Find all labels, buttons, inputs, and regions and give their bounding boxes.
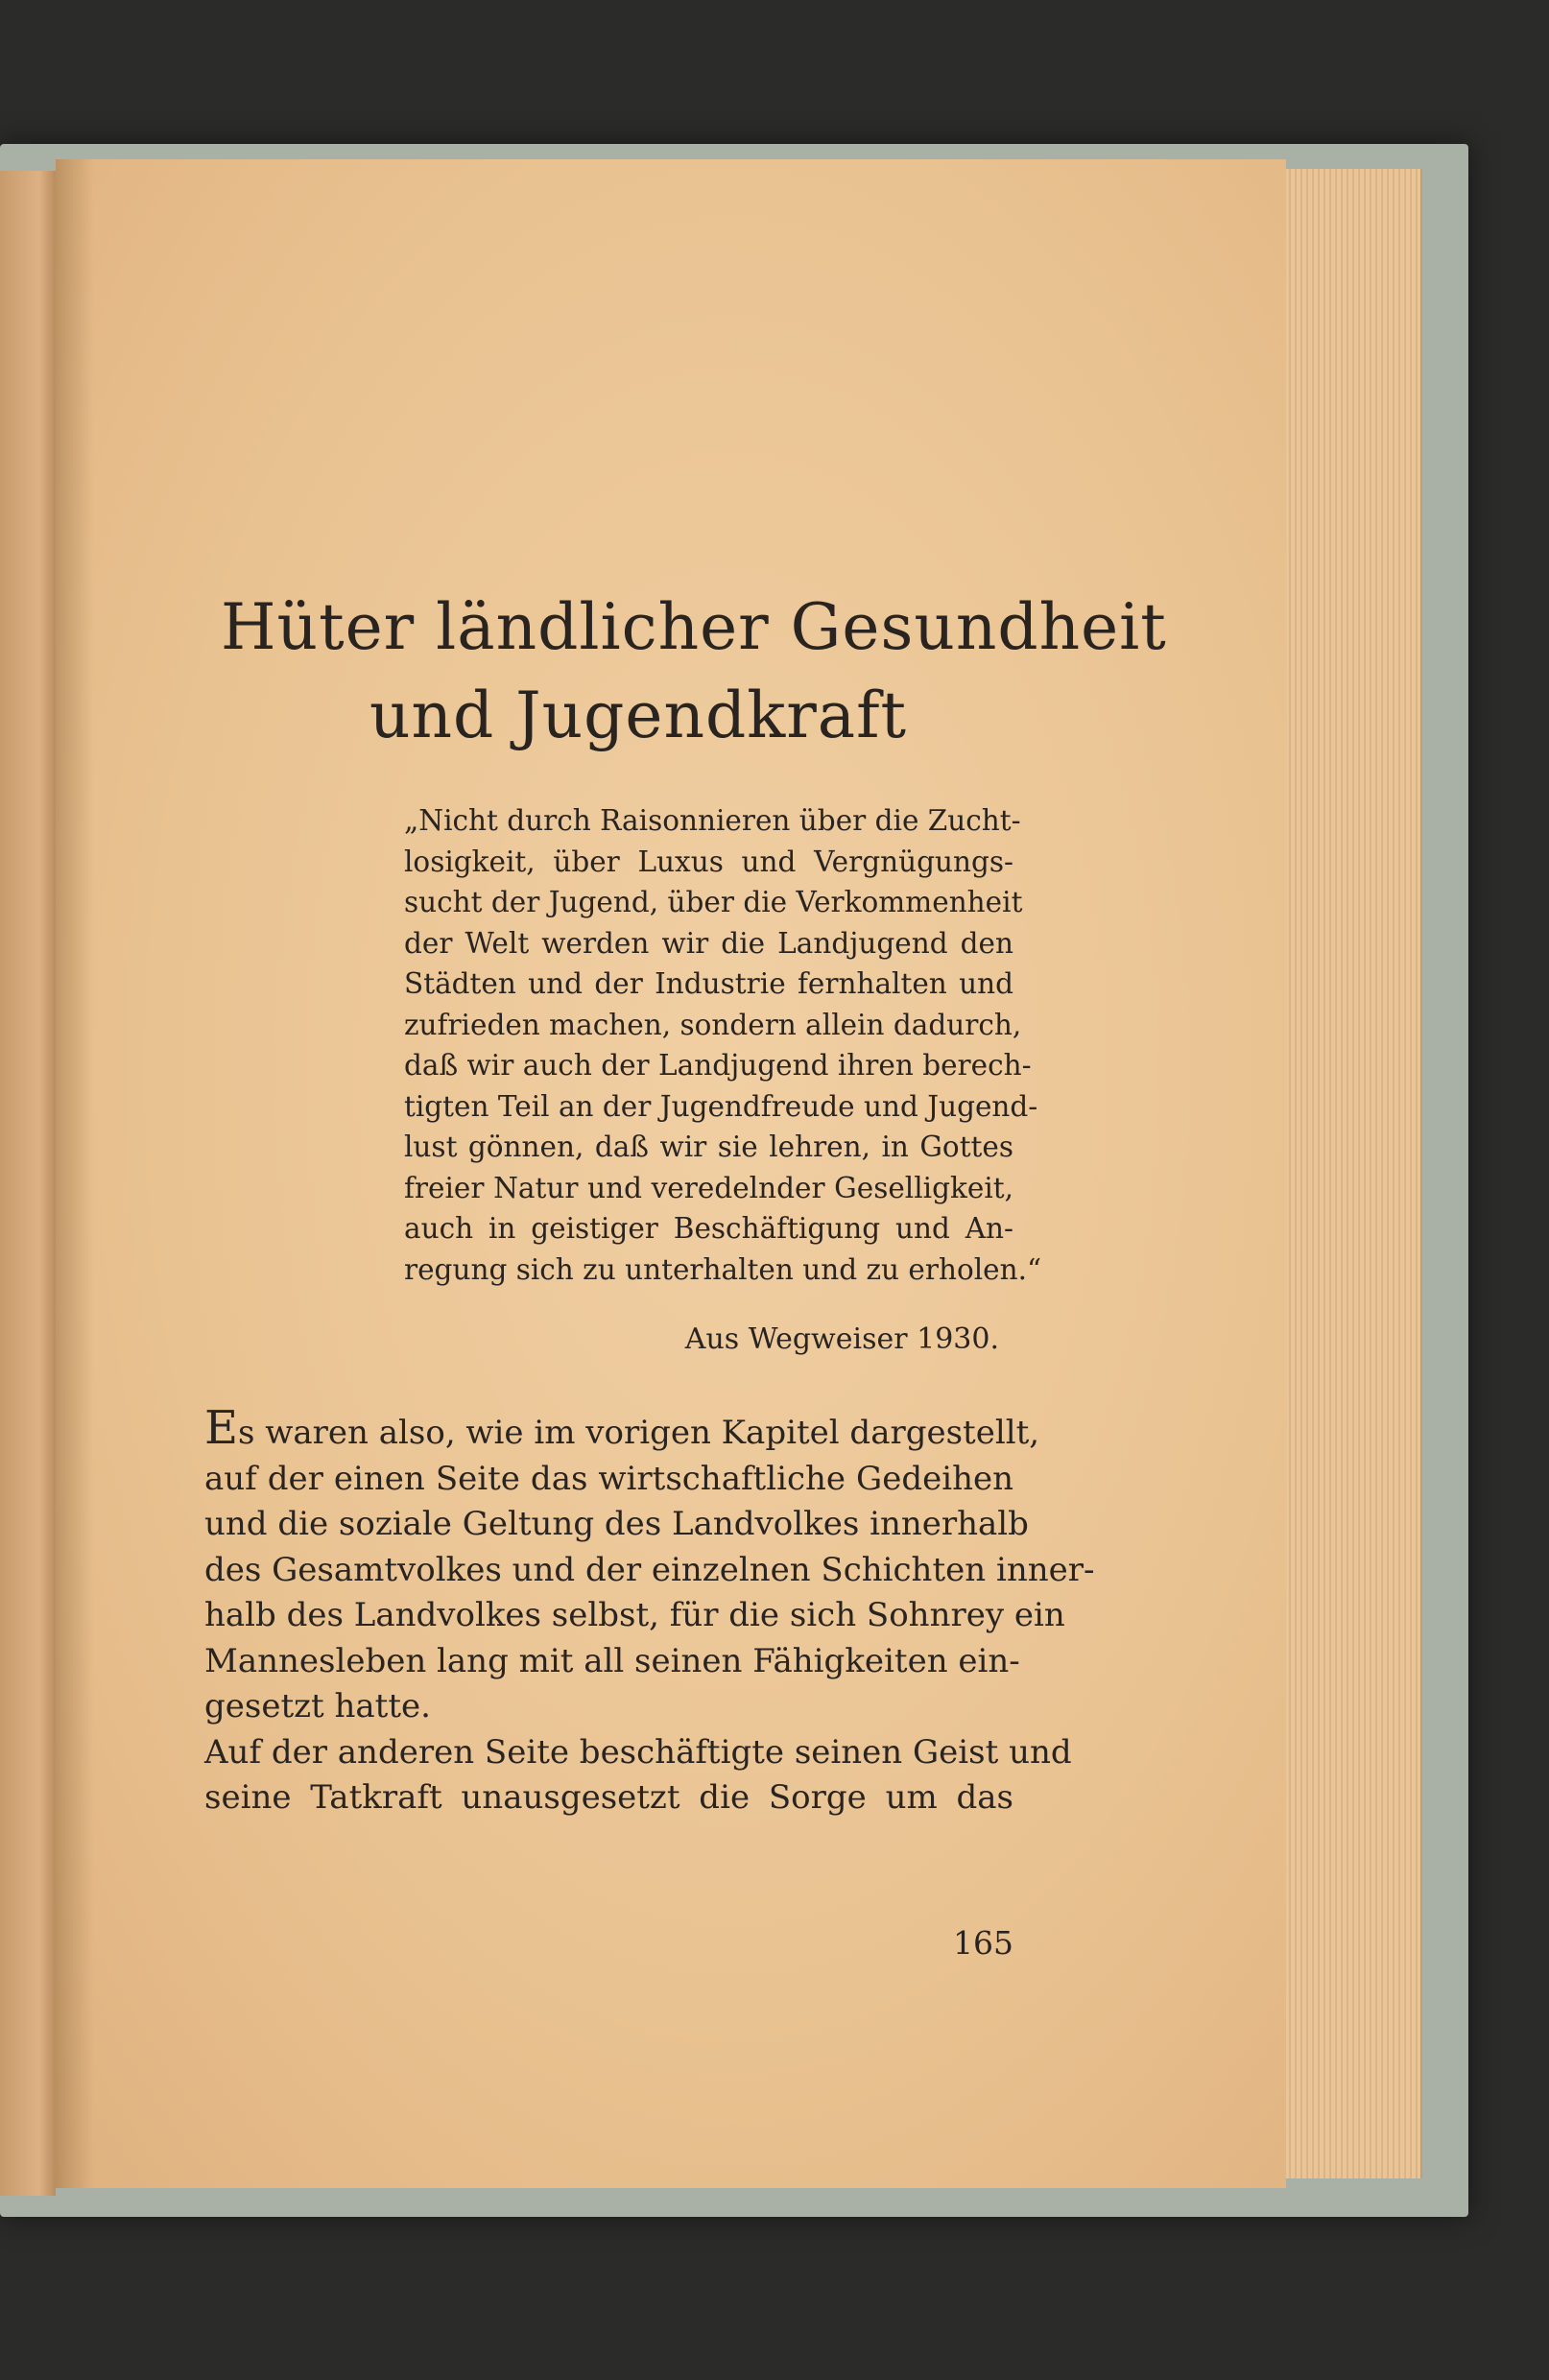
quote-line: sucht der Jugend, über die Verkommenheit <box>404 886 1023 918</box>
body-line: seine Tatkraft unausgesetzt die Sorge um das <box>204 1778 1013 1817</box>
quote-line: tigten Teil an der Jugendfreude und Jugend- <box>404 1089 1038 1123</box>
quote-line: losigkeit, über Luxus und Vergnügungs- <box>404 845 1013 878</box>
quote-line: zufrieden machen, sondern allein dadurch, <box>404 1008 1022 1041</box>
page-edges <box>1286 169 1422 2178</box>
drop-cap: E <box>204 1401 239 1455</box>
chapter-title <box>221 583 1167 760</box>
quote-line: regung sich zu unterhalten und zu erholen.“ <box>404 1252 1042 1286</box>
body-paragraphs <box>204 1401 1095 1821</box>
body-line: gesetzt hatte. <box>204 1687 431 1726</box>
quote-line: daß wir auch der Landjugend ihren berech- <box>404 1049 1032 1082</box>
left-page-edge <box>0 171 56 2196</box>
body-line: Mannesleben lang mit all seinen Fähigkeiten ein- <box>204 1641 1020 1680</box>
body-line: auf der einen Seite das wirtschaftliche Gedeihen <box>204 1459 1013 1498</box>
quote-line: auch in geistiger Beschäftigung und An- <box>404 1212 1013 1245</box>
title-line-1: Hüter ländlicher Gesundheit <box>221 590 1167 664</box>
body-line-first-text: s waren also, wie im vorigen Kapitel dargestellt, <box>238 1414 1040 1452</box>
body-line-first <box>204 1401 1040 1457</box>
quote-source: Aus Wegweiser 1930. <box>684 1322 999 1356</box>
quote-line: der Welt werden wir die Landjugend den <box>404 926 1013 960</box>
quote-line: Städten und der Industrie fernhalten und <box>404 967 1013 1000</box>
quote-line: lust gönnen, daß wir sie lehren, in Gottes <box>404 1130 1013 1163</box>
epigraph-quote <box>404 800 1042 1290</box>
quote-line: „Nicht durch Raisonnieren über die Zucht- <box>404 804 1021 837</box>
gutter-shadow <box>56 159 94 2188</box>
body-line: halb des Landvolkes selbst, für die sich Sohnrey ein <box>204 1596 1065 1634</box>
title-line-2: und Jugendkraft <box>369 678 908 752</box>
quote-line: freier Natur und veredelnder Geselligkeit, <box>404 1171 1013 1204</box>
body-line: des Gesamtvolkes und der einzelnen Schichten inner- <box>204 1550 1095 1589</box>
body-line: Auf der anderen Seite beschäftigte seinen Geist und <box>204 1732 1072 1772</box>
page-number: 165 <box>953 1924 1013 1962</box>
body-line: und die soziale Geltung des Landvolkes innerhalb <box>204 1505 1029 1543</box>
